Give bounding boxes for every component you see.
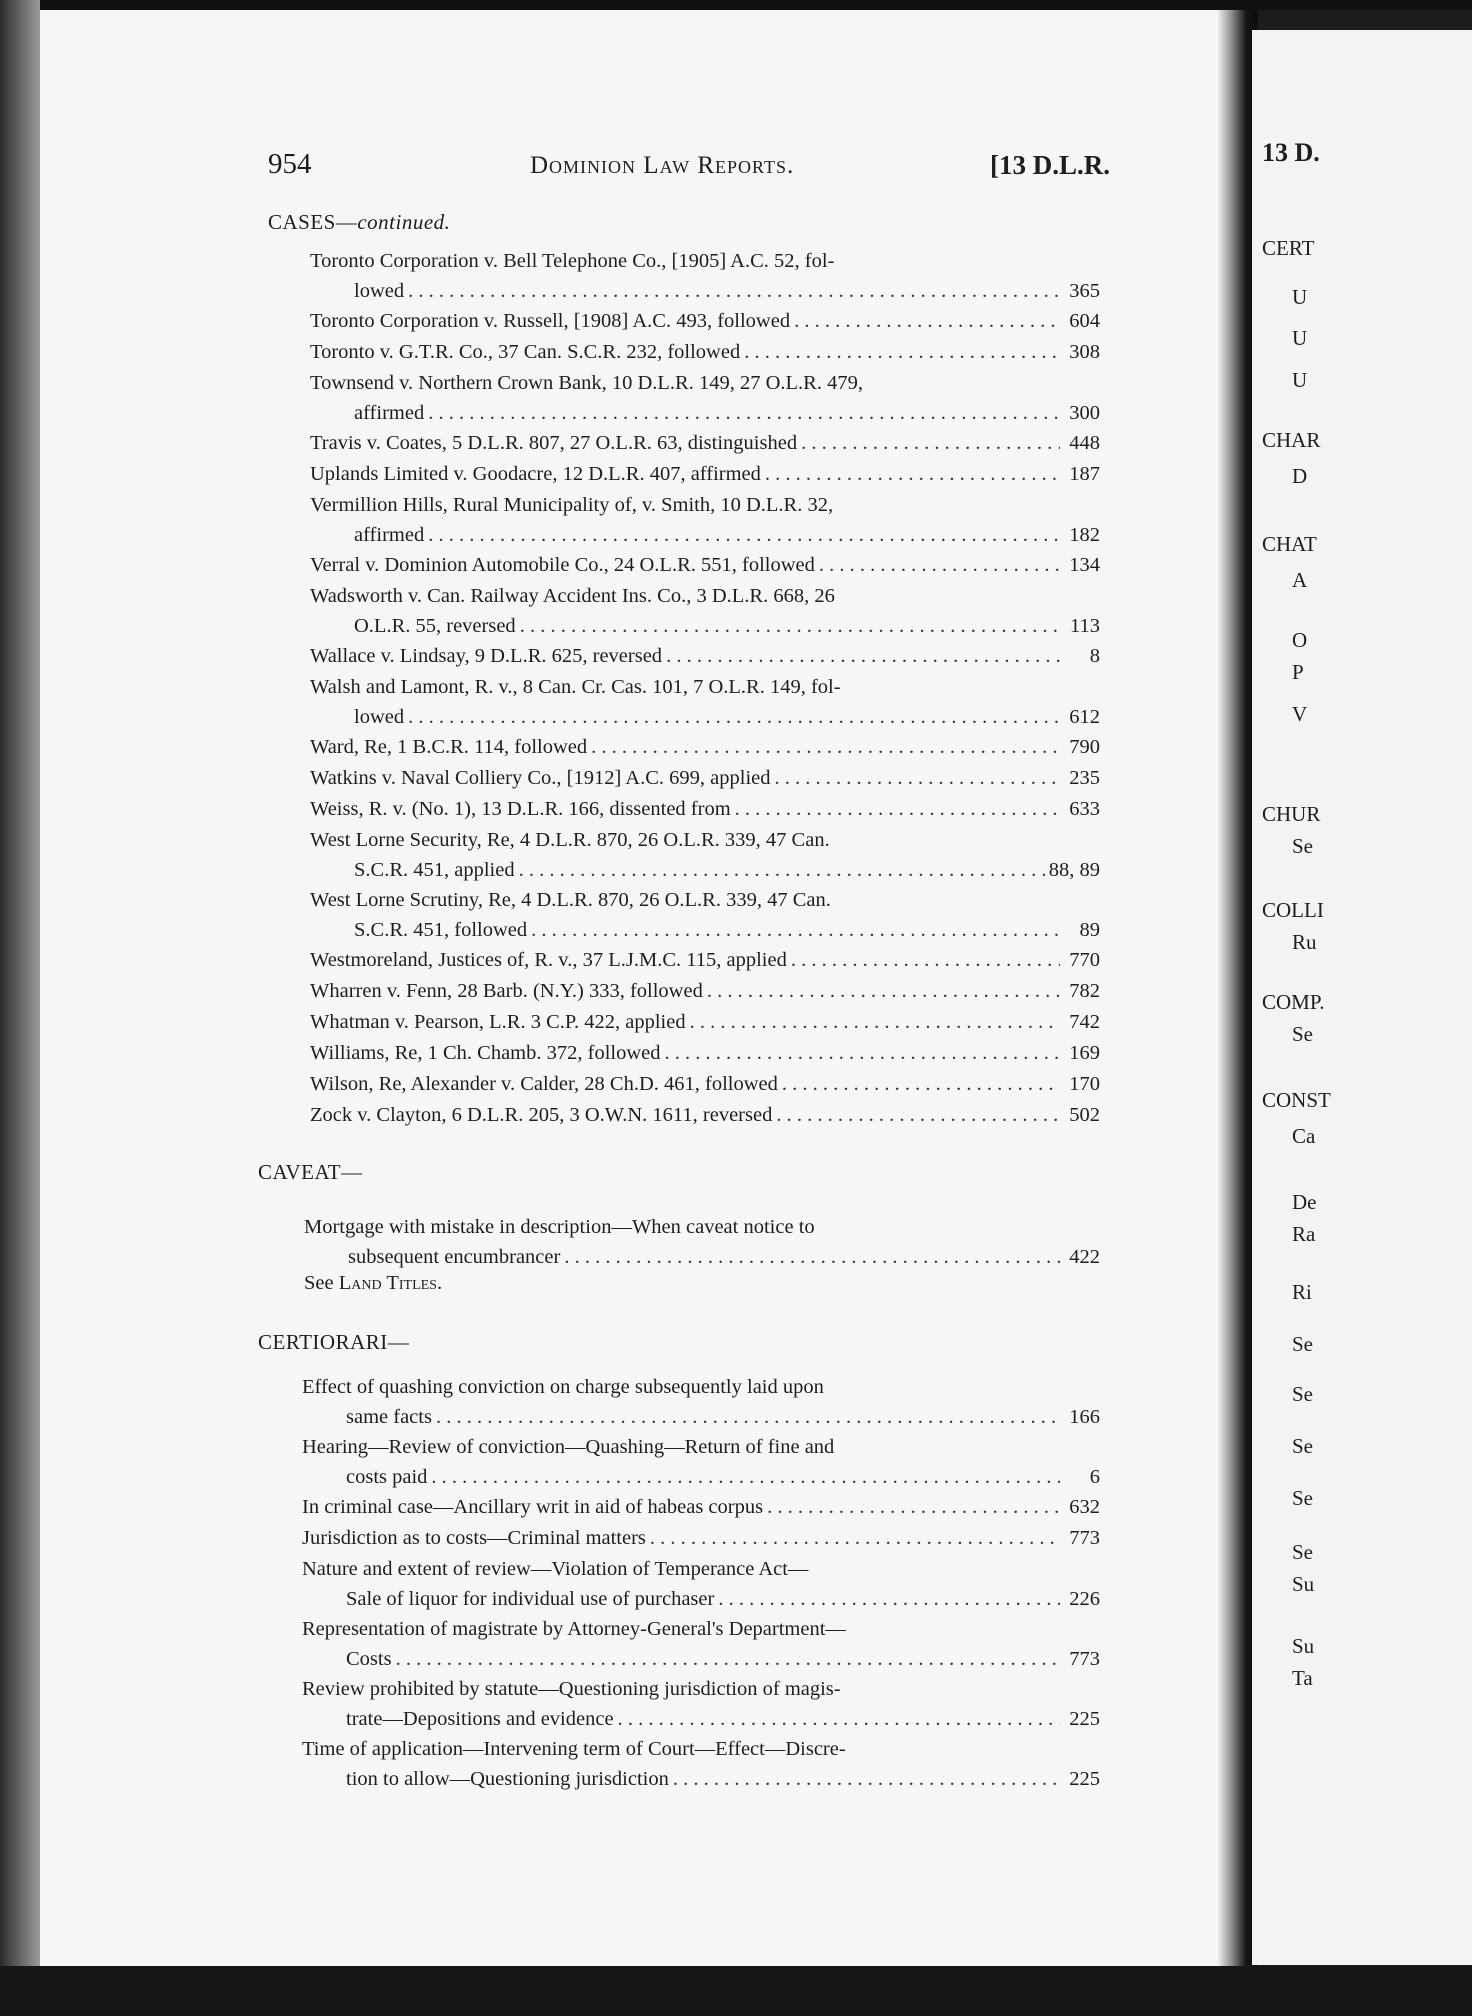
entry-text: Williams, Re, 1 Ch. Chamb. 372, followed xyxy=(310,1042,661,1064)
index-entry xyxy=(310,672,1100,732)
entry-text: tion to allow—Questioning jurisdiction xyxy=(346,1768,669,1790)
right-page-line: Su xyxy=(1292,1572,1315,1596)
scan-border-left xyxy=(0,0,40,2016)
dot-leader xyxy=(673,1764,1060,1794)
index-entry xyxy=(304,1212,1100,1272)
dot-leader xyxy=(782,1069,1060,1099)
dot-leader xyxy=(564,1242,1060,1272)
page-reference: 182 xyxy=(1069,524,1100,546)
entry-row xyxy=(302,1704,1100,1734)
entry-text-line1: Hearing—Review of conviction—Quashing—Return of fine and xyxy=(302,1436,835,1458)
index-entry xyxy=(302,1674,1100,1734)
entry-text: Sale of liquor for individual use of purchaser xyxy=(346,1588,715,1610)
index-entry xyxy=(310,246,1100,306)
entry-text-line1: Review prohibited by statute—Questioning jurisdiction of magis- xyxy=(302,1678,841,1700)
page-reference: 448 xyxy=(1069,432,1100,454)
dot-leader xyxy=(408,702,1060,732)
entry-row xyxy=(310,337,1100,367)
entry-row xyxy=(310,428,1100,458)
entry-text: Uplands Limited v. Goodacre, 12 D.L.R. 407, affirmed xyxy=(310,463,761,485)
dot-leader xyxy=(396,1644,1060,1674)
page-reference: 790 xyxy=(1069,736,1100,758)
dot-leader xyxy=(531,915,1060,945)
entry-row xyxy=(310,1100,1100,1130)
section-heading-cases: CASES—continued. xyxy=(268,210,451,234)
index-entry xyxy=(310,763,1100,793)
right-page-line: Se xyxy=(1292,1540,1313,1564)
index-entry xyxy=(302,1372,1100,1432)
entry-text: S.C.R. 451, applied xyxy=(354,859,515,881)
right-page-line: CONST xyxy=(1262,1088,1331,1112)
index-entry xyxy=(310,428,1100,458)
page-reference: 187 xyxy=(1069,463,1100,485)
page-number: 954 xyxy=(268,148,312,180)
entry-row xyxy=(310,520,1100,550)
index-entry xyxy=(310,1069,1100,1099)
entry-text: Toronto v. G.T.R. Co., 37 Can. S.C.R. 232, followed xyxy=(310,341,741,363)
dot-leader xyxy=(775,763,1061,793)
entry-text: Travis v. Coates, 5 D.L.R. 807, 27 O.L.R. 63, distinguished xyxy=(310,432,798,454)
index-entry xyxy=(310,490,1100,550)
page-reference: 170 xyxy=(1069,1073,1100,1095)
index-entry xyxy=(310,368,1100,428)
right-page-line: O xyxy=(1292,628,1308,652)
dot-leader xyxy=(794,306,1060,336)
entry-row xyxy=(302,1584,1100,1614)
entry-row xyxy=(310,459,1100,489)
dot-leader xyxy=(428,398,1060,428)
page-reference: 612 xyxy=(1069,706,1100,728)
index-entry xyxy=(310,1007,1100,1037)
right-page-line: CHAR xyxy=(1262,428,1321,452)
entry-text: lowed xyxy=(354,706,405,728)
dot-leader xyxy=(436,1402,1060,1432)
see-also xyxy=(304,1268,442,1298)
index-entry xyxy=(310,1038,1100,1068)
right-page-line: Ta xyxy=(1292,1666,1313,1690)
page-reference: 365 xyxy=(1069,280,1100,302)
page-reference: 782 xyxy=(1069,980,1100,1002)
entry-row xyxy=(310,855,1100,885)
index-entry xyxy=(302,1492,1100,1522)
page-reference: 225 xyxy=(1069,1768,1100,1790)
section-heading-caveat: CAVEAT— xyxy=(258,1160,363,1184)
right-page-line: Ca xyxy=(1292,1124,1316,1148)
index-entry xyxy=(302,1734,1100,1794)
running-header xyxy=(268,148,1110,188)
entry-text-line1: West Lorne Scrutiny, Re, 4 D.L.R. 870, 26 O.L.R. 339, 47 Can. xyxy=(310,889,831,911)
right-page-line: Se xyxy=(1292,1332,1313,1356)
right-page-line: Ru xyxy=(1292,930,1317,954)
entry-row xyxy=(310,915,1100,945)
dot-leader xyxy=(431,1462,1060,1492)
entry-text: trate—Depositions and evidence xyxy=(346,1708,614,1730)
index-entry xyxy=(302,1523,1100,1553)
entry-text-line1: Representation of magistrate by Attorney-General's Department— xyxy=(302,1618,846,1640)
entry-text: Costs xyxy=(346,1648,392,1670)
section-heading-certiorari: CERTIORARI— xyxy=(258,1330,410,1354)
entry-text: Verral v. Dominion Automobile Co., 24 O.L.R. 551, followed xyxy=(310,554,815,576)
page-reference: 113 xyxy=(1070,615,1100,637)
index-entry xyxy=(310,885,1100,945)
entry-text: In criminal case—Ancillary writ in aid of habeas corpus xyxy=(302,1496,764,1518)
page-reference: 308 xyxy=(1069,341,1100,363)
index-entry xyxy=(310,1100,1100,1130)
entry-row xyxy=(310,276,1100,306)
dot-leader xyxy=(428,520,1060,550)
entry-text-line1: Toronto Corporation v. Bell Telephone Co., [1905] A.C. 52, fol- xyxy=(310,250,835,272)
right-page-line: Ri xyxy=(1292,1280,1312,1304)
entry-text: affirmed xyxy=(354,402,425,424)
page-reference: 8 xyxy=(1089,645,1100,667)
entry-text: Westmoreland, Justices of, R. v., 37 L.J.M.C. 115, applied xyxy=(310,949,787,971)
right-page-line: COMP. xyxy=(1262,990,1325,1014)
entry-row xyxy=(302,1523,1100,1553)
dot-leader xyxy=(665,1038,1061,1068)
right-page-line: P xyxy=(1292,660,1304,684)
index-entry xyxy=(310,825,1100,885)
dot-leader xyxy=(767,1492,1060,1522)
right-page-line: De xyxy=(1292,1190,1317,1214)
entry-text-line1: Walsh and Lamont, R. v., 8 Can. Cr. Cas. 101, 7 O.L.R. 149, fol- xyxy=(310,676,841,698)
entry-row xyxy=(310,794,1100,824)
entry-row xyxy=(302,1462,1100,1492)
dot-leader xyxy=(408,276,1060,306)
right-page-line: U xyxy=(1292,326,1308,350)
entry-row xyxy=(310,1069,1100,1099)
right-page-line: Su xyxy=(1292,1634,1315,1658)
dot-leader xyxy=(591,732,1060,762)
entry-text: costs paid xyxy=(346,1466,428,1488)
entry-row xyxy=(310,976,1100,1006)
entry-row xyxy=(310,550,1100,580)
page-reference: 134 xyxy=(1069,554,1100,576)
entry-text: affirmed xyxy=(354,524,425,546)
page-reference: 166 xyxy=(1069,1406,1100,1428)
dot-leader xyxy=(618,1704,1060,1734)
entry-row xyxy=(310,641,1100,671)
right-page-line: U xyxy=(1292,285,1308,309)
right-page-line: CERT xyxy=(1262,236,1315,260)
entry-text-line1: Time of application—Intervening term of Court—Effect—Discre- xyxy=(302,1738,846,1760)
entry-text: Wilson, Re, Alexander v. Calder, 28 Ch.D. 461, followed xyxy=(310,1073,778,1095)
index-entry xyxy=(310,641,1100,671)
dot-leader xyxy=(791,945,1060,975)
index-entry xyxy=(310,550,1100,580)
index-entry xyxy=(302,1432,1100,1492)
entry-text-line1: West Lorne Security, Re, 4 D.L.R. 870, 26 O.L.R. 339, 47 Can. xyxy=(310,829,830,851)
entry-text: lowed xyxy=(354,280,405,302)
right-page-line: V xyxy=(1292,702,1308,726)
right-page-line: A xyxy=(1292,568,1308,592)
right-page-line: Se xyxy=(1292,1434,1313,1458)
entry-text: Wallace v. Lindsay, 9 D.L.R. 625, reversed xyxy=(310,645,663,667)
page-reference: 633 xyxy=(1069,798,1100,820)
right-page-line: CHAT xyxy=(1262,532,1317,556)
right-page-line: COLLI xyxy=(1262,898,1324,922)
page-reference: 300 xyxy=(1069,402,1100,424)
entry-row xyxy=(310,732,1100,762)
page-reference: 169 xyxy=(1069,1042,1100,1064)
dot-leader xyxy=(765,459,1060,489)
entry-text: S.C.R. 451, followed xyxy=(354,919,528,941)
index-entry xyxy=(310,794,1100,824)
dot-leader xyxy=(650,1523,1060,1553)
dot-leader xyxy=(801,428,1060,458)
page-reference: 632 xyxy=(1069,1496,1100,1518)
entry-row xyxy=(302,1764,1100,1794)
index-entry xyxy=(310,581,1100,641)
entry-text: Zock v. Clayton, 6 D.L.R. 205, 3 O.W.N. 1611, reversed xyxy=(310,1104,773,1126)
entry-text: Whatman v. Pearson, L.R. 3 C.P. 422, applied xyxy=(310,1011,686,1033)
index-entry xyxy=(302,1614,1100,1674)
entry-row xyxy=(302,1402,1100,1432)
page-reference: 742 xyxy=(1069,1011,1100,1033)
page-reference: 6 xyxy=(1089,1466,1100,1488)
index-entry xyxy=(310,306,1100,336)
page-reference: 422 xyxy=(1069,1246,1100,1268)
entry-row xyxy=(310,306,1100,336)
index-entry xyxy=(310,337,1100,367)
entry-text: Wharren v. Fenn, 28 Barb. (N.Y.) 333, followed xyxy=(310,980,703,1002)
right-page-line: Se xyxy=(1292,834,1313,858)
index-entry xyxy=(310,459,1100,489)
section-heading-continued: continued. xyxy=(357,210,451,234)
right-page-line: Ra xyxy=(1292,1222,1316,1246)
right-page xyxy=(1252,30,1472,1965)
entry-row xyxy=(310,1007,1100,1037)
dot-leader xyxy=(819,550,1060,580)
index-entry xyxy=(310,976,1100,1006)
entry-text-line1: Vermillion Hills, Rural Municipality of, v. Smith, 10 D.L.R. 32, xyxy=(310,494,834,516)
entry-row xyxy=(310,1038,1100,1068)
page-reference: 235 xyxy=(1069,767,1100,789)
entry-text: Watkins v. Naval Colliery Co., [1912] A.C. 699, applied xyxy=(310,767,771,789)
dot-leader xyxy=(718,1584,1060,1614)
entry-text-line1: Mortgage with mistake in description—When caveat notice to xyxy=(304,1216,815,1238)
index-entry xyxy=(310,732,1100,762)
page-reference: 502 xyxy=(1069,1104,1100,1126)
dot-leader xyxy=(744,337,1060,367)
page-reference: 225 xyxy=(1069,1708,1100,1730)
right-page-line: Se xyxy=(1292,1022,1313,1046)
see-reference: Land Titles. xyxy=(338,1272,443,1294)
entry-text: subsequent encumbrancer xyxy=(348,1246,561,1268)
entry-row xyxy=(310,702,1100,732)
right-page-line: Se xyxy=(1292,1486,1313,1510)
entry-text: Ward, Re, 1 B.C.R. 114, followed xyxy=(310,736,588,758)
entry-text-line1: Wadsworth v. Can. Railway Accident Ins. Co., 3 D.L.R. 668, 26 xyxy=(310,585,835,607)
index-entry xyxy=(302,1554,1100,1614)
page-reference: 88, 89 xyxy=(1048,859,1100,881)
dot-leader xyxy=(666,641,1060,671)
entry-row xyxy=(310,763,1100,793)
right-page-line: D xyxy=(1292,464,1308,488)
entry-text: Weiss, R. v. (No. 1), 13 D.L.R. 166, dissented from xyxy=(310,798,731,820)
entry-row xyxy=(302,1492,1100,1522)
scan-border-bottom xyxy=(0,1966,1472,2016)
dot-leader xyxy=(707,976,1060,1006)
entry-row xyxy=(302,1644,1100,1674)
right-page-line: CHUR xyxy=(1262,802,1321,826)
dot-leader xyxy=(519,855,1045,885)
entry-row xyxy=(310,398,1100,428)
dot-leader xyxy=(520,611,1060,641)
right-page-line: Se xyxy=(1292,1382,1313,1406)
right-page-header: 13 D. xyxy=(1262,138,1320,167)
page-reference: 773 xyxy=(1069,1648,1100,1670)
page-reference: 226 xyxy=(1069,1588,1100,1610)
entry-row xyxy=(310,611,1100,641)
entry-text: Jurisdiction as to costs—Criminal matters xyxy=(302,1527,646,1549)
entry-row xyxy=(310,945,1100,975)
entry-text: Toronto Corporation v. Russell, [1908] A.C. 493, followed xyxy=(310,310,791,332)
page-reference: 604 xyxy=(1069,310,1100,332)
entry-text-line1: Effect of quashing conviction on charge subsequently laid upon xyxy=(302,1376,824,1398)
page-reference: 770 xyxy=(1069,949,1100,971)
dot-leader xyxy=(690,1007,1060,1037)
page-reference: 773 xyxy=(1069,1527,1100,1549)
entry-text: O.L.R. 55, reversed xyxy=(354,615,516,637)
dot-leader xyxy=(735,794,1060,824)
scan-border-top xyxy=(0,0,1472,10)
entry-text: same facts xyxy=(346,1406,432,1428)
page-reference: 89 xyxy=(1079,919,1100,941)
running-title: Dominion Law Reports. xyxy=(530,152,795,179)
see-prefix: See xyxy=(304,1272,334,1294)
dot-leader xyxy=(776,1100,1060,1130)
entry-text-line1: Nature and extent of review—Violation of Temperance Act— xyxy=(302,1558,809,1580)
entry-text-line1: Townsend v. Northern Crown Bank, 10 D.L.R. 149, 27 O.L.R. 479, xyxy=(310,372,863,394)
right-page-line: U xyxy=(1292,368,1308,392)
volume-label: [13 D.L.R. xyxy=(990,150,1110,180)
index-entry xyxy=(310,945,1100,975)
